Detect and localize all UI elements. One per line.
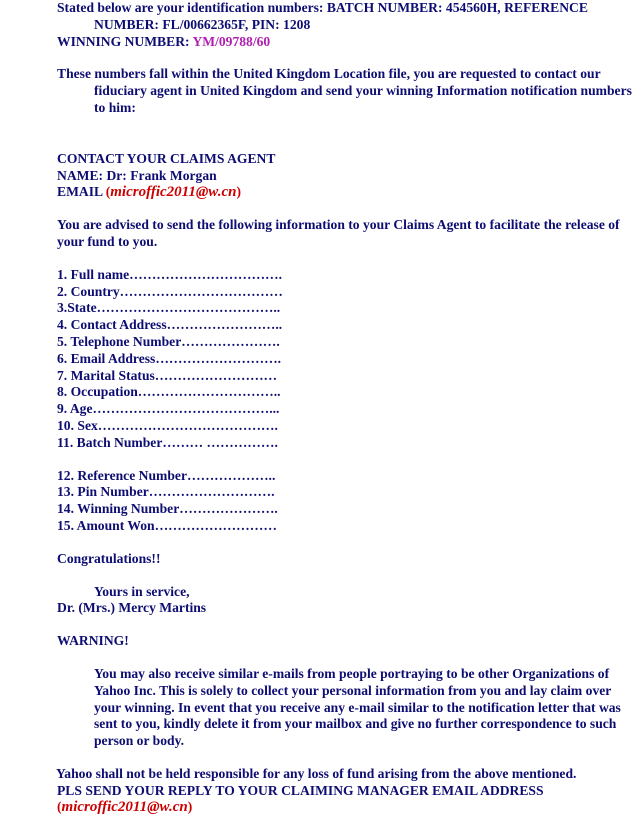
form-item: 1. Full name…………………………….: [57, 266, 283, 282]
reply-email-link[interactable]: microffic2011@w.cn: [61, 799, 188, 816]
disclaimer: Yahoo shall not be held responsible for any loss of fund arising from the above mentioned.: [56, 765, 577, 781]
agent-email-close-paren: ): [236, 184, 242, 200]
agent-email-line: [57, 184, 635, 201]
reply-email-close-paren: ): [187, 799, 193, 815]
agent-email-open-paren: (: [105, 184, 111, 200]
form-item: 9. Age…………………………………...: [57, 401, 280, 417]
agent-name: NAME: Dr: Frank Morgan: [57, 167, 217, 183]
form-item: 11. Batch Number……… …………….: [57, 434, 278, 450]
form-item: 3.State…………………………………..: [57, 300, 281, 316]
warning-heading: WARNING!: [57, 633, 129, 649]
info-form-list-b: [57, 468, 635, 535]
identification-numbers: Stated below are your identification numbers: BATCH NUMBER: 454560H, REFERENCE NUMBER: FL/00662365F, PIN: 1208: [57, 0, 588, 32]
winning-number-label: WINNING NUMBER:: [57, 33, 193, 49]
letter-page: [57, 0, 635, 816]
winning-number-line: [57, 34, 635, 51]
agent-email-label: EMAIL: [57, 184, 106, 200]
claims-agent-heading: CONTACT YOUR CLAIMS AGENT: [57, 150, 276, 166]
info-form-list-a: [57, 267, 635, 452]
form-item: 10. Sex………………………………….: [57, 417, 278, 433]
agent-email-link[interactable]: microffic2011@w.cn: [110, 184, 237, 201]
signoff-closing: Yours in service,: [94, 583, 190, 599]
form-item: 14. Winning Number………………….: [57, 501, 278, 517]
reply-email-line: [57, 799, 635, 816]
form-item: 8. Occupation…………………………..: [57, 384, 281, 400]
form-item: 4. Contact Address……………………..: [57, 317, 283, 333]
winning-number-value: YM/09788/60: [192, 33, 271, 49]
intro-paragraph: These numbers fall within the United Kingdom Location file, you are requested to contact our fiduciary agent in United Kingdom and send your winning Information notification numbers to him:: [57, 66, 632, 115]
congratulations: Congratulations!!: [57, 550, 161, 566]
form-item: 6. Email Address……………………….: [57, 350, 282, 366]
form-item: 12. Reference Number………………..: [57, 467, 276, 483]
advice-paragraph: You are advised to send the following information to your Claims Agent to facilitate the release of your fund to you.: [57, 217, 620, 249]
form-item: 13. Pin Number……………………….: [57, 484, 275, 500]
reply-instruction: PLS SEND YOUR REPLY TO YOUR CLAIMING MANAGER EMAIL ADDRESS: [57, 782, 544, 798]
reply-email-open-paren: (: [57, 799, 62, 815]
form-item: 5. Telephone Number………………….: [57, 333, 280, 349]
form-item: 15. Amount Won………………………: [57, 517, 277, 533]
form-item: 2. Country………………………………: [57, 283, 283, 299]
form-item: 7. Marital Status………………………: [57, 367, 278, 383]
signoff-name: Dr. (Mrs.) Mercy Martins: [57, 600, 207, 616]
warning-body: You may also receive similar e-mails from people portraying to be other Organizations of Yahoo Inc. This is solely to collect your personal information from you and lay claim over your winning. In event that you receive any e-mail similar to the notification letter that was sent to you, kindly delete it from your mailbox and give no further correspondence to such person or body.: [94, 665, 621, 749]
